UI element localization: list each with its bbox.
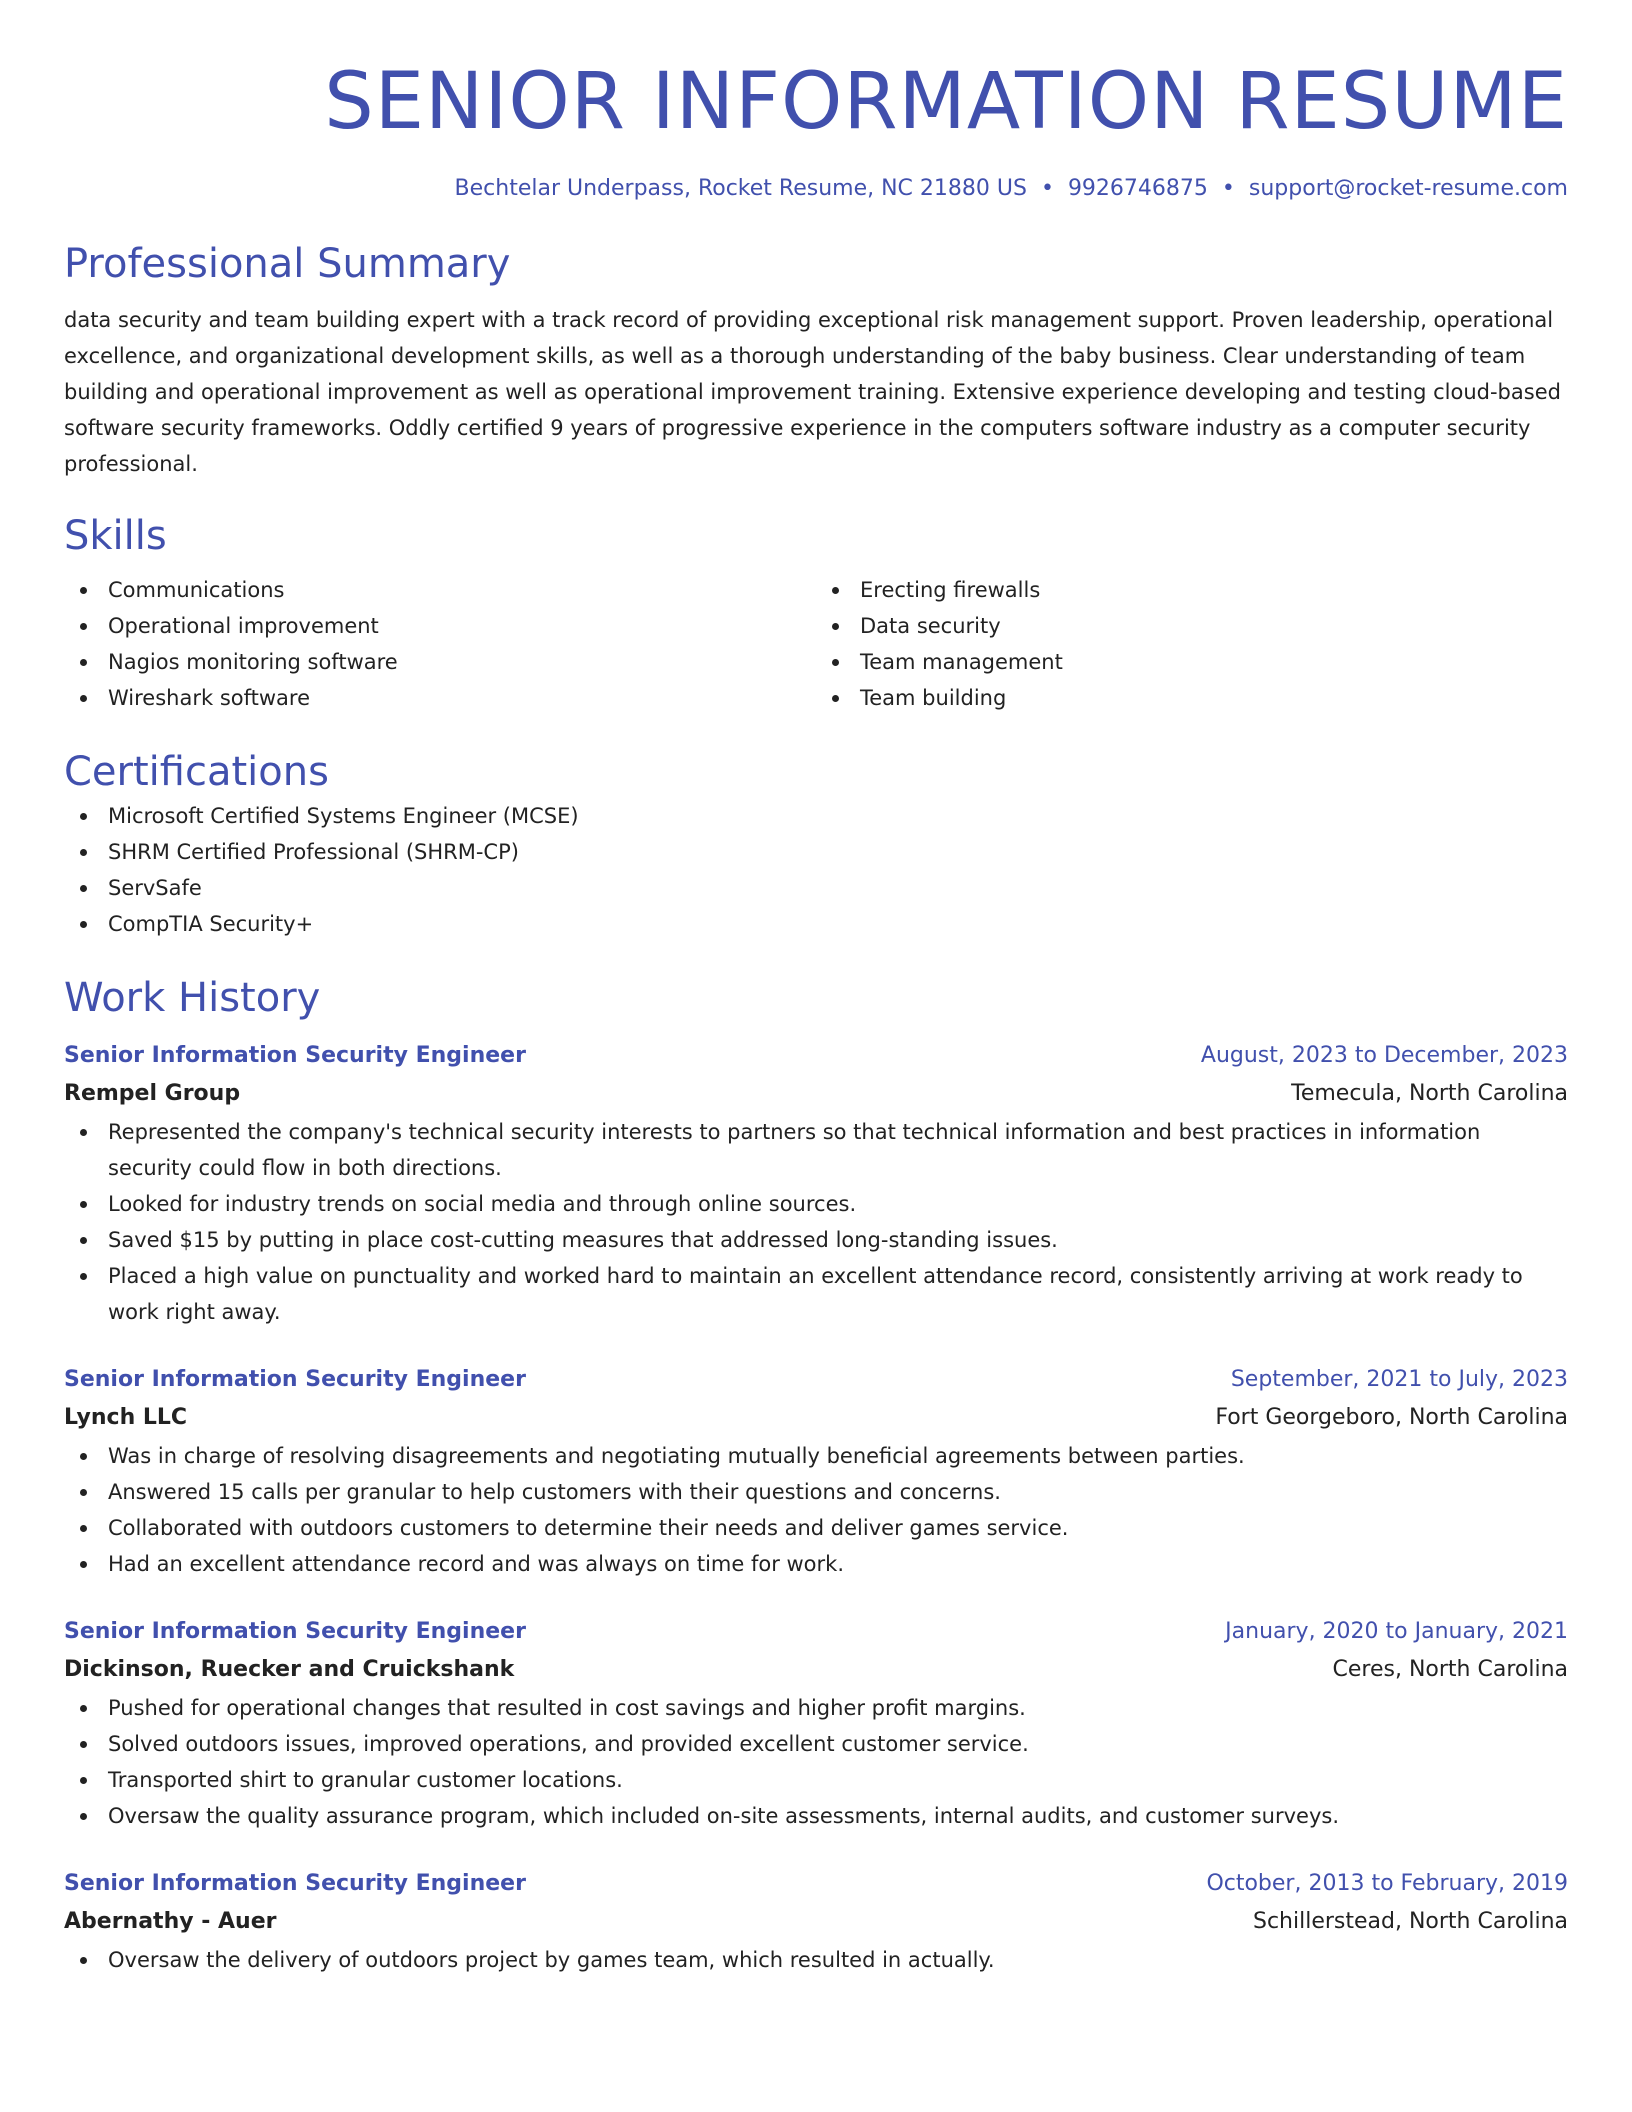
skill-item: Communications — [64, 572, 816, 608]
job-bullet: Answered 15 calls per granular to help customers with their questions and concerns. — [64, 1474, 1568, 1510]
summary-text: data security and team building expert with a track record of providing exceptional risk management support. Proven leadership, operational excellence, and organizational development skills, as well as a thorough understanding of the baby business. Clear understanding of team building and operational improvement as well as operational improvement training. Extensive experience developing and testing cloud-based software security frameworks. Oddly certified 9 years of progressive experience in the computers software industry as a computer security professional. — [64, 308, 1561, 476]
job-bullets — [64, 1942, 1568, 1978]
job-bullet: Had an excellent attendance record and was always on time for work. — [64, 1546, 1568, 1582]
skill-item: Team building — [816, 680, 1568, 716]
certification-item: SHRM Certified Professional (SHRM-CP) — [64, 834, 1568, 870]
job-bullet: Pushed for operational changes that resulted in cost savings and higher profit margins. — [64, 1690, 1568, 1726]
skill-item: Wireshark software — [64, 680, 816, 716]
job-bullet: Oversaw the quality assurance program, which included on-site assessments, internal audits, and customer surveys. — [64, 1798, 1568, 1834]
job-bullet: Placed a high value on punctuality and worked hard to maintain an excellent attendance record, consistently arriving at work ready to work right away. — [64, 1258, 1568, 1330]
summary-heading: Professional Summary — [64, 241, 511, 287]
job-title: Senior Information Security Engineer — [64, 1871, 526, 1896]
contact-phone: 9926746875 — [1067, 176, 1208, 201]
resume-name: SENIOR INFORMATION RESUME — [324, 57, 1568, 147]
skill-item: Erecting firewalls — [816, 572, 1568, 608]
certifications-list — [64, 798, 1568, 942]
certifications-heading: Certifications — [64, 749, 329, 795]
skills-list — [64, 572, 1568, 716]
contact-separator: • — [1040, 176, 1054, 201]
skills-column-left — [64, 572, 816, 716]
job-bullet: Oversaw the delivery of outdoors project by games team, which resulted in actually. — [64, 1942, 1568, 1978]
contact-address: Bechtelar Underpass, Rocket Resume, NC 21880 US — [454, 176, 1027, 201]
job-bullet: Collaborated with outdoors customers to determine their needs and deliver games service. — [64, 1510, 1568, 1546]
certification-item: ServSafe — [64, 870, 1568, 906]
certification-item: CompTIA Security+ — [64, 906, 1568, 942]
job-bullet: Saved $15 by putting in place cost-cutting measures that addressed long-standing issues. — [64, 1222, 1568, 1258]
job-bullet: Was in charge of resolving disagreements and negotiating mutually beneficial agreements between parties. — [64, 1438, 1568, 1474]
job-entry — [64, 1038, 1568, 1330]
job-title: Senior Information Security Engineer — [64, 1367, 526, 1392]
job-bullets — [64, 1438, 1568, 1582]
contact-line — [64, 174, 1568, 204]
skill-item: Team management — [816, 644, 1568, 680]
certification-item: Microsoft Certified Systems Engineer (MCSE) — [64, 798, 1568, 834]
job-location: Ceres, North Carolina — [1332, 1657, 1568, 1682]
job-entry — [64, 1362, 1568, 1582]
job-title: Senior Information Security Engineer — [64, 1619, 526, 1644]
job-bullet: Represented the company's technical security interests to partners so that technical information and best practices in information security could flow in both directions. — [64, 1114, 1568, 1186]
job-location: Fort Georgeboro, North Carolina — [1215, 1405, 1568, 1430]
job-title: Senior Information Security Engineer — [64, 1043, 526, 1068]
contact-email: support@rocket-resume.com — [1248, 176, 1568, 201]
skills-column-right — [816, 572, 1568, 716]
job-bullet: Transported shirt to granular customer locations. — [64, 1762, 1568, 1798]
skill-item: Data security — [816, 608, 1568, 644]
job-company: Rempel Group — [64, 1081, 241, 1106]
job-dates: October, 2013 to February, 2019 — [1206, 1871, 1568, 1896]
job-company: Dickinson, Ruecker and Cruickshank — [64, 1657, 515, 1682]
skills-heading: Skills — [64, 513, 167, 559]
job-dates: January, 2020 to January, 2021 — [1225, 1619, 1568, 1644]
job-location: Temecula, North Carolina — [1291, 1081, 1568, 1106]
job-location: Schillerstead, North Carolina — [1252, 1909, 1568, 1934]
job-dates: September, 2021 to July, 2023 — [1230, 1367, 1568, 1392]
job-company: Lynch LLC — [64, 1405, 188, 1430]
job-bullet: Solved outdoors issues, improved operations, and provided excellent customer service. — [64, 1726, 1568, 1762]
job-bullet: Looked for industry trends on social media and through online sources. — [64, 1186, 1568, 1222]
job-company: Abernathy - Auer — [64, 1909, 277, 1934]
skill-item: Nagios monitoring software — [64, 644, 816, 680]
contact-separator: • — [1221, 176, 1235, 201]
job-entry — [64, 1614, 1568, 1834]
job-entry — [64, 1866, 1568, 1978]
job-dates: August, 2023 to December, 2023 — [1200, 1043, 1568, 1068]
job-bullets — [64, 1690, 1568, 1834]
job-bullets — [64, 1114, 1568, 1330]
skill-item: Operational improvement — [64, 608, 816, 644]
work-history-heading: Work History — [64, 975, 321, 1021]
